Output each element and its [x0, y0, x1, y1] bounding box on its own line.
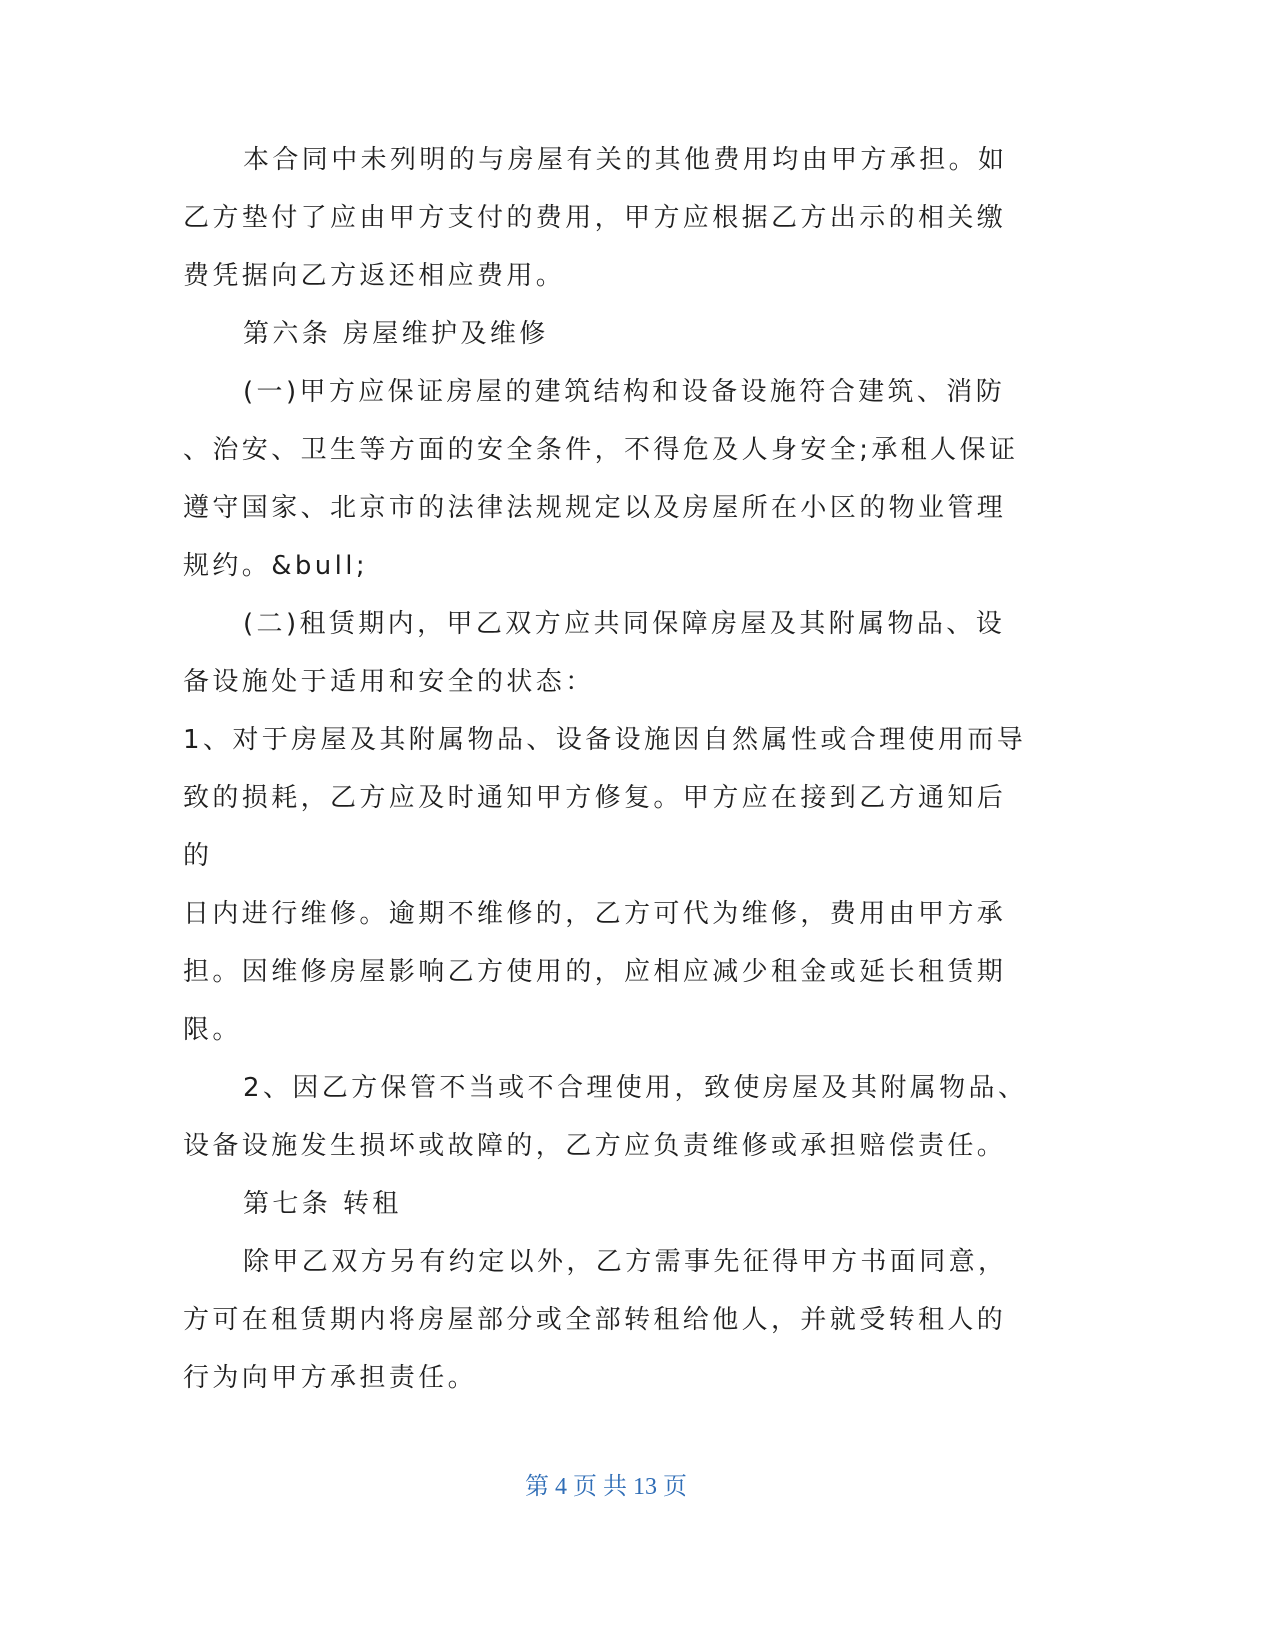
text-line: 行为向甲方承担责任。	[183, 1363, 478, 1393]
text-line: 致的损耗，乙方应及时通知甲方修复。甲方应在接到乙方通知后	[183, 783, 1007, 813]
text-line: 、治安、卫生等方面的安全条件，不得危及人身安全;承租人保证	[183, 435, 1019, 465]
text-line: 乙方垫付了应由甲方支付的费用，甲方应根据乙方出示的相关缴	[183, 203, 1007, 233]
text-line: 遵守国家、北京市的法律法规规定以及房屋所在小区的物业管理	[183, 493, 1007, 523]
text-line: 备设施处于适用和安全的状态：	[183, 667, 595, 697]
text-line: 费凭据向乙方返还相应费用。	[183, 261, 566, 291]
text-line: 本合同中未列明的与房屋有关的其他费用均由甲方承担。如	[243, 145, 1008, 175]
document-body	[183, 131, 1083, 1407]
section-heading: 第七条 转租	[243, 1189, 402, 1219]
text-line: 规约。&bull;	[183, 551, 369, 581]
text-line: 设备设施发生损坏或故障的，乙方应负责维修或承担赔偿责任。	[183, 1131, 1007, 1161]
text-line: 担。因维修房屋影响乙方使用的，应相应减少租金或延长租赁期	[183, 957, 1007, 987]
text-line: 2、因乙方保管不当或不合理使用，致使房屋及其附属物品、	[243, 1073, 1028, 1103]
text-line: 日内进行维修。逾期不维修的，乙方可代为维修，费用由甲方承	[183, 899, 1007, 929]
section-heading: 第六条 房屋维护及维修	[243, 319, 549, 349]
page-footer: 第 4 页 共 13 页	[525, 1474, 687, 1500]
text-line: (一)甲方应保证房屋的建筑结构和设备设施符合建筑、消防	[243, 377, 1006, 407]
text-line: 1、对于房屋及其附属物品、设备设施因自然属性或合理使用而导	[183, 725, 1027, 755]
text-line: 方可在租赁期内将房屋部分或全部转租给他人，并就受转租人的	[183, 1305, 1007, 1335]
text-line: 限。	[183, 1015, 242, 1045]
text-line: 的	[183, 841, 213, 871]
text-line: (二)租赁期内，甲乙双方应共同保障房屋及其附属物品、设	[243, 609, 1006, 639]
text-line: 除甲乙双方另有约定以外，乙方需事先征得甲方书面同意，	[243, 1247, 1008, 1277]
